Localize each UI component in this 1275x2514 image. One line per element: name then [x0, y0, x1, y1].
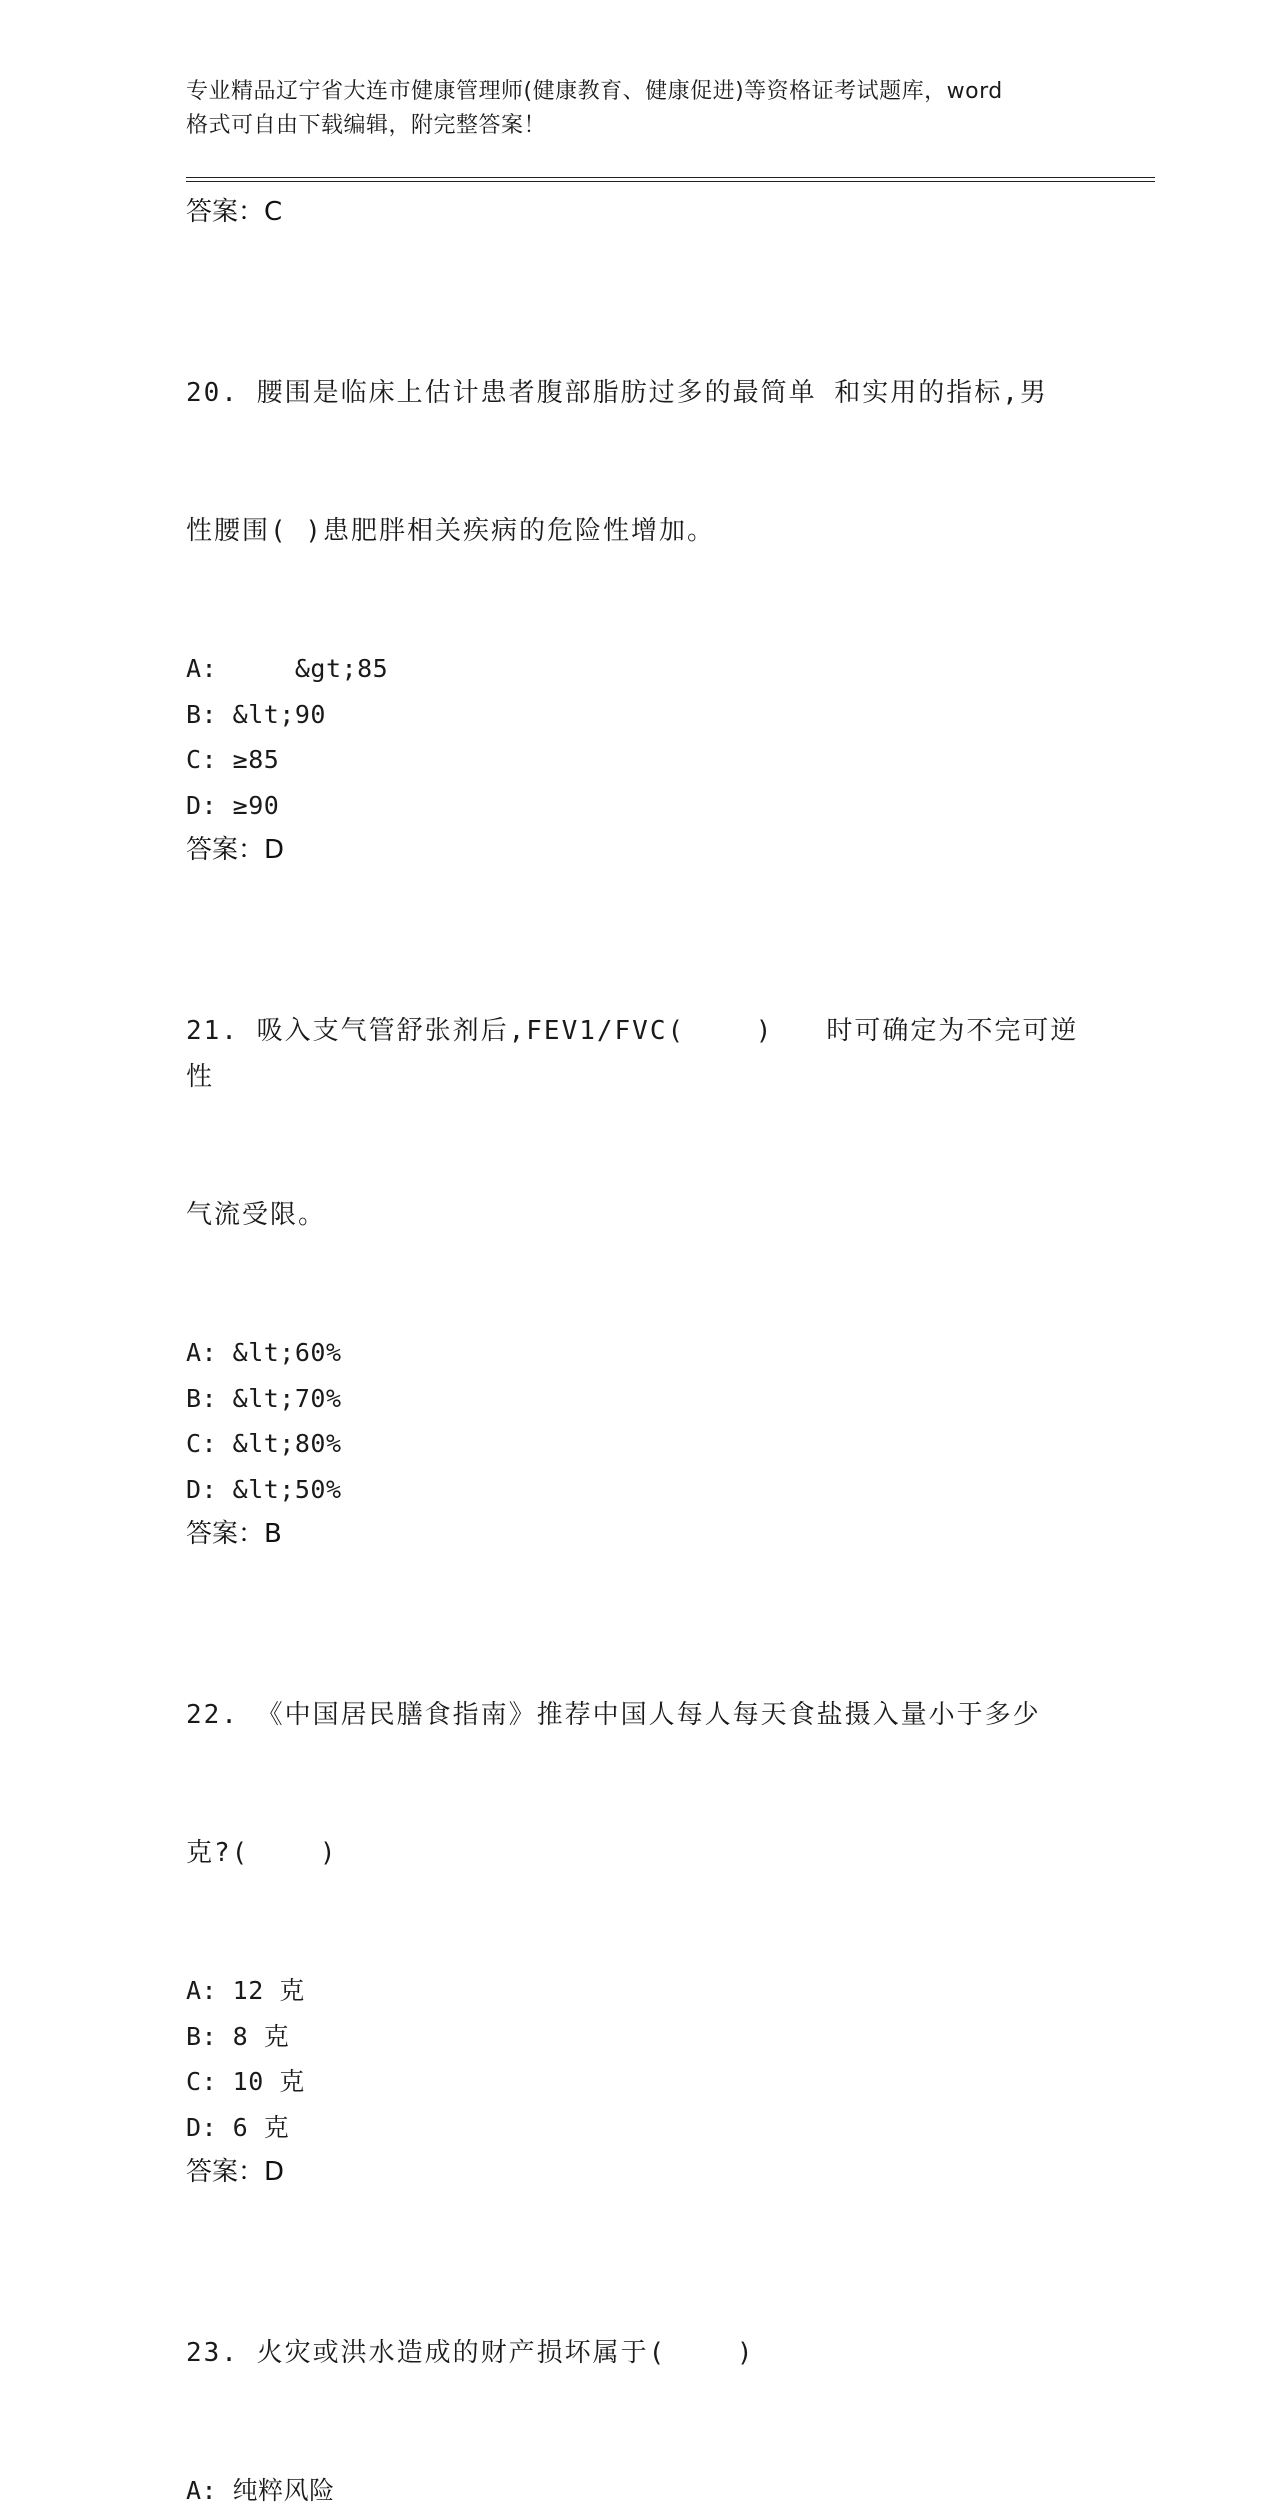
- question-stem: [186, 2238, 1086, 2468]
- header-line-1: 专业精品辽宁省大连市健康管理师(健康教育、健康促进)等资格证考试题库，word: [186, 79, 1003, 104]
- question-21: [186, 916, 1086, 1556]
- question-stem: [186, 1600, 1086, 1968]
- question-stem-line: 克?( ): [186, 1838, 338, 1868]
- option-c: C: &lt;80%: [186, 1429, 342, 1458]
- question-answer: 答案：D: [186, 835, 285, 865]
- question-stem: [186, 916, 1086, 1330]
- option-c: C: 10 克: [186, 2067, 305, 2096]
- option-a: A: 12 克: [186, 1976, 305, 2005]
- option-d: D: &lt;50%: [186, 1474, 342, 1504]
- question-20: [186, 278, 1086, 872]
- option-a: A: &lt;60%: [186, 1338, 342, 1367]
- option-b: B: 8 克: [186, 2021, 290, 2051]
- question-stem: [186, 278, 1086, 646]
- question-stem-line: 气流受限。: [186, 1200, 327, 1230]
- previous-answer: 答案：C: [186, 197, 283, 227]
- page-header: [186, 75, 1086, 143]
- option-b: B: &lt;70%: [186, 1383, 342, 1413]
- question-stem-line: 性腰围( )患肥胖相关疾病的危险性增加。: [186, 516, 715, 546]
- question-stem-line: 23. 火灾或洪水造成的财产损坏属于( ): [186, 2338, 755, 2368]
- option-c: C: ≥85: [186, 745, 280, 774]
- question-stem-line: 22. 《中国居民膳食指南》推荐中国人每人每天食盐摄入量小于多少: [186, 1700, 1041, 1730]
- question-answer: 答案：D: [186, 2157, 285, 2187]
- option-a: A: 纯粹风险: [186, 2476, 335, 2505]
- question-stem-line: 21. 吸入支气管舒张剂后,FEV1/FVC( ) 时可确定为不完可逆性: [186, 1016, 1079, 1092]
- option-d: D: ≥90: [186, 790, 280, 820]
- header-divider: [186, 177, 1155, 182]
- option-a: A: &gt;85: [186, 654, 389, 683]
- option-b: B: &lt;90: [186, 699, 326, 729]
- question-answer: 答案：B: [186, 1519, 282, 1549]
- question-22: [186, 1600, 1086, 2194]
- header-line-2: 格式可自由下载编辑，附完整答案！: [186, 113, 547, 138]
- question-23: [186, 2238, 1086, 2514]
- option-d: D: 6 克: [186, 2112, 290, 2142]
- document-content: [186, 190, 1086, 2514]
- question-stem-line: 20. 腰围是临床上估计患者腹部脂肪过多的最简单 和实用的指标,男: [186, 378, 1048, 408]
